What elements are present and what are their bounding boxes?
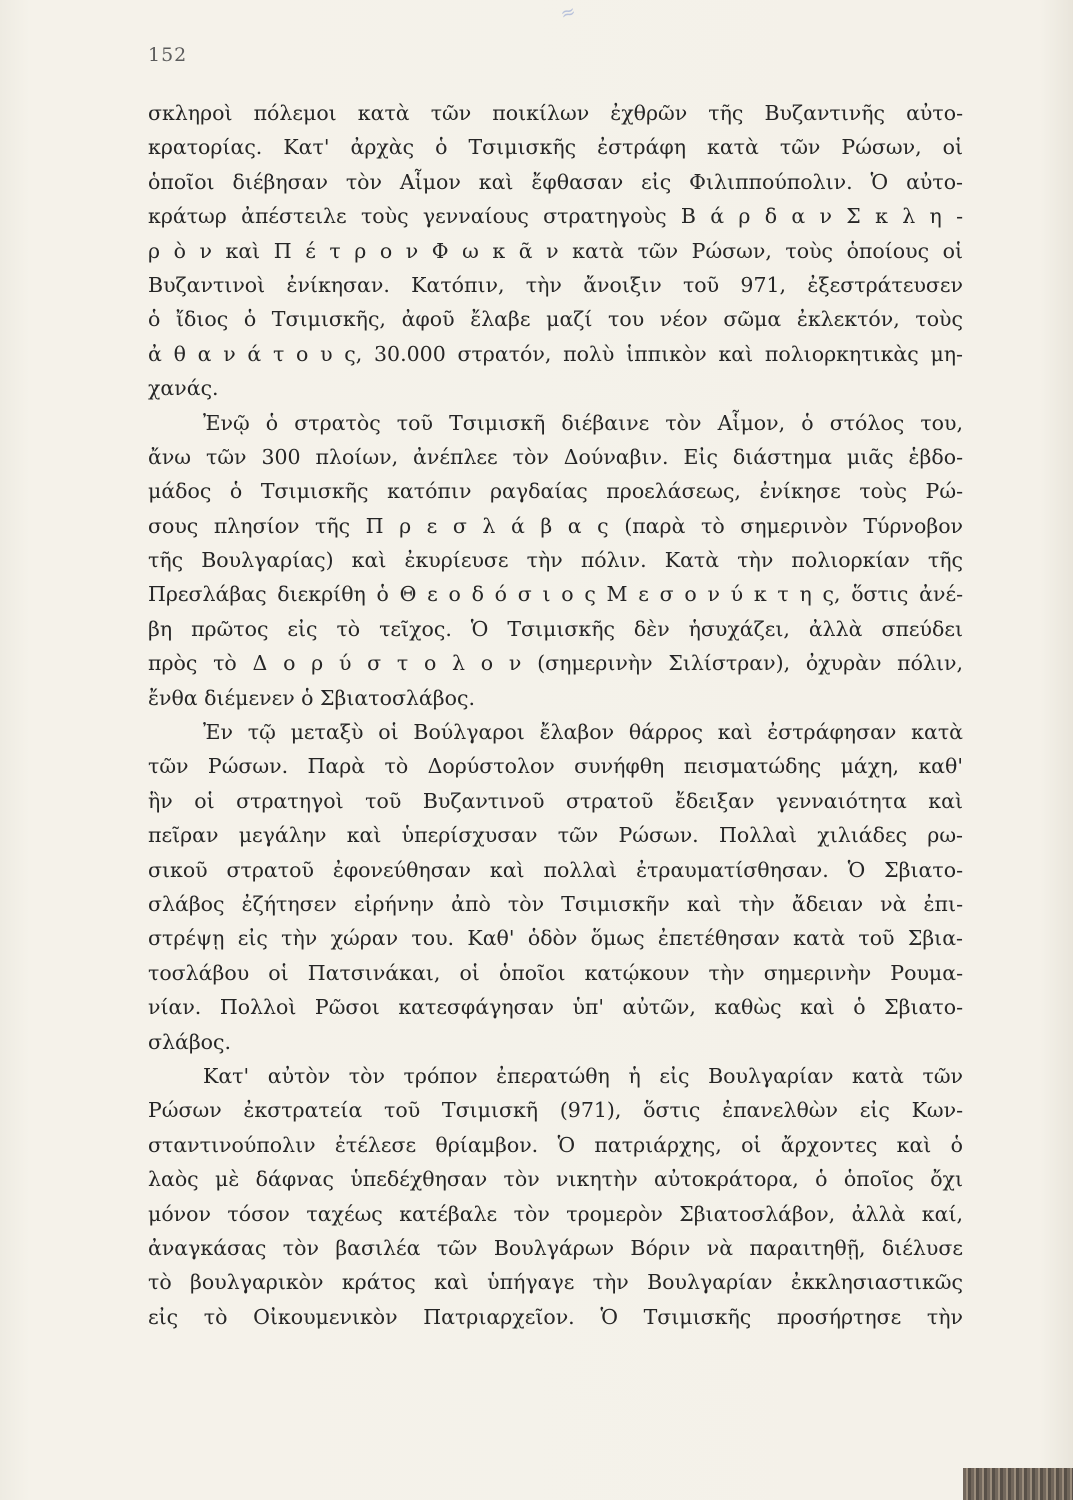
- text-line: πρὸς τὸ Δ ο ρ ύ σ τ ο λ ο ν (σημερινὴν Σιλίστραν), ὀχυρὰν πόλιν,: [148, 651, 963, 676]
- text-line: Βυζαντινοὶ ἐνίκησαν. Κατόπιν, τὴν ἄνοιξιν τοῦ 971, ἐξεστράτευσεν: [148, 272, 963, 297]
- body-text: [148, 96, 963, 1334]
- text-line: στρέψῃ εἰς τὴν χώραν του. Καθ' ὁδὸν ὅμως ἐπετέθησαν κατὰ τοῦ Σβια-: [148, 926, 963, 951]
- text-line: εἰς τὸ Οἰκουμενικὸν Πατριαρχεῖον. Ὁ Τσιμισκῆς προσήρτησε τὴν: [148, 1304, 963, 1329]
- text-line: τοσλάβου οἱ Πατσινάκαι, οἱ ὁποῖοι κατῴκουν τὴν σημερινὴν Ρουμα-: [148, 960, 963, 985]
- text-line: τὸ βουλγαρικὸν κράτος καὶ ὑπήγαγε τὴν Βουλγαρίαν ἐκκλησιαστικῶς: [148, 1270, 963, 1295]
- text-line: ὁ ἴδιος ὁ Τσιμισκῆς, ἀφοῦ ἔλαβε μαζί του νέον σῶμα ἐκλεκτόν, τοὺς: [148, 307, 963, 332]
- paragraph-first-line: Ἐν τῷ μεταξὺ οἱ Βούλγαροι ἔλαβον θάρρος καὶ ἐστράφησαν κατὰ: [203, 720, 963, 745]
- page-number: 152: [148, 44, 188, 66]
- text-line: σλάβος.: [148, 1029, 232, 1054]
- text-line: Πρεσλάβας διεκρίθη ὁ Θ ε ο δ ό σ ι ο ς Μ ε σ ο ν ύ κ τ η ς, ὅστις ἀνέ-: [148, 582, 963, 607]
- text-line: μόνον τόσον ταχέως κατέβαλε τὸν τρομερὸν Σβιατοσλάβον, ἀλλὰ καί,: [148, 1201, 963, 1226]
- text-line: τῆς Βουλγαρίας) καὶ ἐκυρίευσε τὴν πόλιν. Κατὰ τὴν πολιορκίαν τῆς: [148, 548, 963, 573]
- text-line: ἀ θ α ν ά τ ο υ ς, 30.000 στρατόν, πολὺ ἱππικὸν καὶ πολιορκητικὰς μη-: [148, 341, 963, 366]
- paragraph-first-line: Ἐνῷ ὁ στρατὸς τοῦ Τσιμισκῆ διέβαινε τὸν Αἷμον, ὁ στόλος του,: [203, 410, 963, 435]
- text-line: λαὸς μὲ δάφνας ὑπεδέχθησαν τὸν νικητὴν αὐτοκράτορα, ὁ ὁποῖος ὄχι: [148, 1167, 963, 1192]
- text-line: Ρώσων ἐκστρατεία τοῦ Τσιμισκῆ (971), ὅστις ἐπανελθὼν εἰς Κων-: [148, 1098, 963, 1123]
- page-edge-shadow: [963, 1468, 1073, 1500]
- text-line: σικοῦ στρατοῦ ἐφονεύθησαν καὶ πολλαὶ ἐτραυματίσθησαν. Ὁ Σβιατο-: [148, 857, 963, 882]
- text-line: βη πρῶτος εἰς τὸ τεῖχος. Ὁ Τσιμισκῆς δὲν ἡσυχάζει, ἀλλὰ σπεύδει: [148, 616, 963, 641]
- text-line: πεῖραν μεγάλην καὶ ὑπερίσχυσαν τῶν Ρώσων. Πολλαὶ χιλιάδες ρω-: [148, 823, 963, 848]
- text-line: μάδος ὁ Τσιμισκῆς κατόπιν ραγδαίας προελάσεως, ἐνίκησε τοὺς Ρώ-: [148, 479, 963, 504]
- text-line: κρατορίας. Κατ' ἀρχὰς ὁ Τσιμισκῆς ἐστράφη κατὰ τῶν Ρώσων, οἱ: [148, 135, 963, 160]
- library-stamp-mark: ≈: [557, 0, 579, 26]
- text-line: νίαν. Πολλοὶ Ρῶσοι κατεσφάγησαν ὑπ' αὐτῶν, καθὼς καὶ ὁ Σβιατο-: [148, 995, 963, 1020]
- text-line: ἣν οἱ στρατηγοὶ τοῦ Βυζαντινοῦ στρατοῦ ἔδειξαν γενναιότητα καὶ: [148, 788, 963, 813]
- text-line: ἀναγκάσας τὸν βασιλέα τῶν Βουλγάρων Βόριν νὰ παραιτηθῇ, διέλυσε: [148, 1235, 963, 1260]
- text-line: ἄνω τῶν 300 πλοίων, ἀνέπλεε τὸν Δούναβιν. Εἰς διάστημα μιᾶς ἑβδο-: [148, 444, 963, 469]
- text-line: σταντινούπολιν ἐτέλεσε θρίαμβον. Ὁ πατριάρχης, οἱ ἄρχοντες καὶ ὁ: [148, 1132, 963, 1157]
- text-line: σκληροὶ πόλεμοι κατὰ τῶν ποικίλων ἐχθρῶν τῆς Βυζαντινῆς αὐτο-: [148, 101, 963, 125]
- text-line: σους πλησίον τῆς Π ρ ε σ λ ά β α ς (παρὰ τὸ σημερινὸν Τύρνοβον: [148, 513, 963, 538]
- paragraph-first-line: Κατ' αὐτὸν τὸν τρόπον ἐπερατώθη ἡ εἰς Βουλγαρίαν κατὰ τῶν: [203, 1063, 963, 1088]
- text-line: σλάβος ἐζήτησεν εἰρήνην ἀπὸ τὸν Τσιμισκῆν καὶ τὴν ἄδειαν νὰ ἐπι-: [148, 891, 963, 916]
- text-line: ρ ὸ ν καὶ Π έ τ ρ ο ν Φ ω κ ᾶ ν κατὰ τῶν Ρώσων, τοὺς ὁποίους οἱ: [148, 238, 963, 263]
- text-line: τῶν Ρώσων. Παρὰ τὸ Δορύστολον συνήφθη πεισματώδης μάχη, καθ': [148, 754, 963, 779]
- text-line: χανάς.: [148, 376, 219, 401]
- text-line: ὁποῖοι διέβησαν τὸν Αἷμον καὶ ἔφθασαν εἰς Φιλιππούπολιν. Ὁ αὐτο-: [148, 169, 963, 194]
- text-line: ἔνθα διέμενεν ὁ Σβιατοσλάβος.: [148, 685, 475, 710]
- text-line: κράτωρ ἀπέστειλε τοὺς γενναίους στρατηγοὺς Β ά ρ δ α ν Σ κ λ η -: [148, 204, 963, 229]
